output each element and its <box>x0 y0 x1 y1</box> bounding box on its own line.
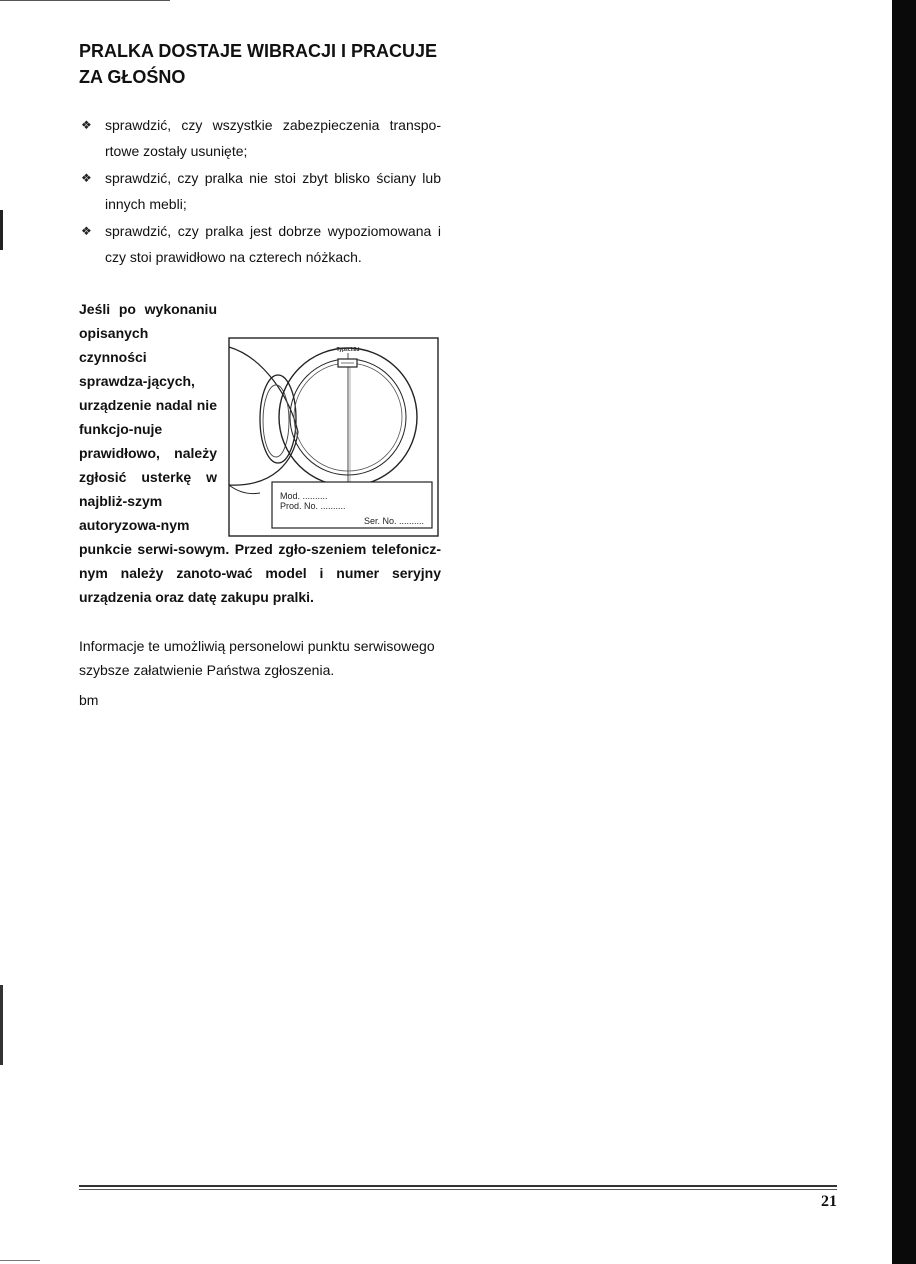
checklist-item <box>79 218 441 270</box>
checklist-item-text: sprawdzić, czy wszystkie zabezpieczenia transpo-rtowe zostały usunięte; <box>105 117 441 159</box>
service-instructions-text: Jeśli po wykonaniu opisanych czynności sprawdza-jących, urządzenie nadal nie funkcjo-nuje prawidłowo, należy zgłosić usterkę w najbliż-szym autoryzowa-nym punkcie serwi-sowym. Przed zgło-szeniem telefonicz-nym należy zanoto-wać model i numer seryjny urządzenia oraz datę zakupu pralki. <box>79 301 441 605</box>
serial-number-label: Ser. No. .......... <box>363 516 424 526</box>
footer-rule <box>79 1189 837 1190</box>
page-number: 21 <box>821 1193 837 1210</box>
typeplate-label: Typschild <box>336 347 360 353</box>
scan-right-edge <box>892 0 916 1264</box>
service-info-paragraph: Informacje te umożliwią personelowi punktu serwisowego szybsze załatwienie Państwa zgłoszenia. <box>79 638 435 678</box>
diamond-bullet-icon: ❖ <box>81 171 92 185</box>
footer-rule <box>79 1185 837 1187</box>
checklist-item <box>79 165 441 217</box>
model-label: Mod. .......... <box>280 491 328 501</box>
washing-machine-typeplate-figure <box>228 337 440 539</box>
diamond-bullet-icon: ❖ <box>81 224 92 238</box>
production-number-label: Prod. No. .......... <box>280 501 346 511</box>
checklist-item <box>79 112 441 164</box>
scan-left-mark <box>0 985 3 1065</box>
scan-left-mark <box>0 210 3 250</box>
author-initials: bm <box>79 692 99 708</box>
checklist-item-text: sprawdzić, czy pralka jest dobrze wypoziomowana i czy stoi prawidłowo na czterech nóżkach. <box>105 223 441 265</box>
checklist <box>79 112 441 271</box>
section-heading: PRALKA DOSTAJE WIBRACJI I PRACUJE ZA GŁOŚNO <box>79 41 438 87</box>
checklist-item-text: sprawdzić, czy pralka nie stoi zbyt blisko ściany lub innych mebli; <box>105 170 441 212</box>
scan-top-line <box>0 0 170 1</box>
diamond-bullet-icon: ❖ <box>81 118 92 132</box>
scan-bottom-line <box>0 1260 40 1261</box>
washing-machine-drawing <box>228 337 440 539</box>
